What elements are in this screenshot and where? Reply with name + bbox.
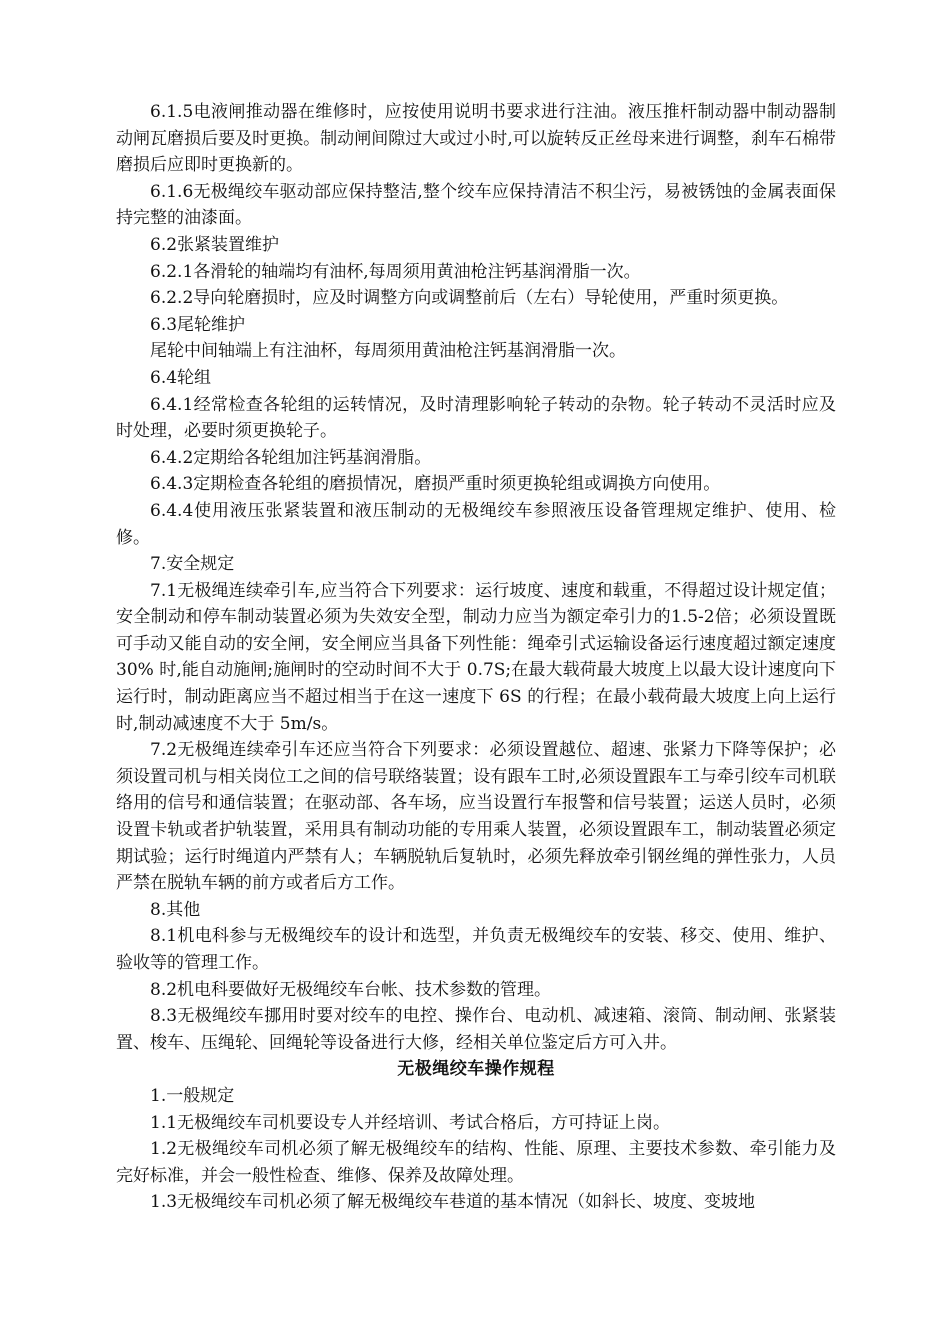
- heading-6-4: 6.4轮组: [150, 367, 212, 388]
- paragraph-8-2: 8.2机电科要做好无极绳绞车台帐、技术参数的管理。: [150, 979, 552, 1000]
- heading-6-3: 6.3尾轮维护: [150, 314, 246, 335]
- paragraph-8-1: 8.1机电科参与无极绳绞车的设计和选型，并负责无极绳绞车的安装、移交、使用、维护、验收等的管理工作。: [116, 926, 836, 973]
- paragraph-7-1: 7.1无极绳连续牵引车,应当符合下列要求：运行坡度、速度和载重，不得超过设计规定值；安全制动和停车制动装置必须为失效安全型，制动力应当为额定牵引力的1.5-2倍；必须设置既可手动又能自动的安全闸，安全闸应当具备下列性能：绳牵引式运输设备运行速度超过额定速度 30% 时,能自动施闸;施闸时的空动时间不大于 0.7S;在最大载荷最大坡度上以最大设计速度向下运行时，制动距离应当不超过相当于在这一速度下 6S 的行程；在最小载荷最大坡度上向上运行时,制动减速度不大于 5m/s。: [116, 580, 836, 734]
- paragraph-6-4-3: 6.4.3定期检查各轮组的磨损情况，磨损严重时须更换轮组或调换方向使用。: [150, 474, 721, 495]
- paragraph-6-3-body: 尾轮中间轴端上有注油杯，每周须用黄油枪注钙基润滑脂一次。: [150, 341, 626, 362]
- heading-8: 8.其他: [150, 899, 201, 920]
- paragraph-6-1-6: 6.1.6无极绳绞车驱动部应保持整洁,整个绞车应保持清洁不积尘污，易被锈蚀的金属表面保持完整的油漆面。: [116, 181, 836, 229]
- paragraph-1-2: 1.2无极绳绞车司机必须了解无极绳绞车的结构、性能、原理、主要技术参数、牵引能力及完好标准，并会一般性检查、维修、保养及故障处理。: [116, 1139, 836, 1186]
- paragraph-1-1: 1.1无极绳绞车司机要设专人并经培训、考试合格后，方可持证上岗。: [150, 1112, 671, 1133]
- paragraph-8-3: 8.3无极绳绞车挪用时要对绞车的电控、操作台、电动机、减速箱、滚筒、制动闸、张紧装置、梭车、压绳轮、回绳轮等设备进行大修，经相关单位鉴定后方可入井。: [116, 1006, 836, 1053]
- section-title: 无极绳绞车操作规程: [397, 1059, 555, 1080]
- paragraph-6-2-1: 6.2.1各滑轮的轴端均有油杯,每周须用黄油枪注钙基润滑脂一次。: [150, 261, 641, 282]
- paragraph-7-2: 7.2无极绳连续牵引车还应当符合下列要求：必须设置越位、超速、张紧力下降等保护；必须设置司机与相关岗位工之间的信号联络装置；设有跟车工时,必须设置跟车工与牵引绞车司机联络用的信号和通信装置；在驱动部、各车场，应当设置行车报警和信号装置；运送人员时，必须设置卡轨或者护轨装置，采用具有制动功能的专用乘人装置，必须设置跟车工，制动装置必须定期试验；运行时绳道内严禁有人；车辆脱轨后复轨时，必须先释放牵引钢丝绳的弹性张力，人员严禁在脱轨车辆的前方或者后方工作。: [116, 740, 836, 894]
- paragraph-6-4-4: 6.4.4使用液压张紧装置和液压制动的无极绳绞车参照液压设备管理规定维护、使用、检修。: [116, 500, 836, 548]
- heading-1: 1.一般规定: [150, 1085, 235, 1106]
- paragraph-6-4-1: 6.4.1经常检查各轮组的运转情况，及时清理影响轮子转动的杂物。轮子转动不灵活时应及时处理，必要时须更换轮子。: [116, 394, 836, 442]
- paragraph-6-2-2: 6.2.2导向轮磨损时，应及时调整方向或调整前后（左右）导轮使用，严重时须更换。: [150, 288, 789, 309]
- heading-7: 7.安全规定: [150, 554, 235, 575]
- paragraph-6-4-2: 6.4.2定期给各轮组加注钙基润滑脂。: [150, 447, 432, 468]
- paragraph-6-1-5: 6.1.5电液闸推动器在维修时，应按使用说明书要求进行注油。液压推杆制动器中制动器制动闸瓦磨损后要及时更换。制动闸间隙过大或过小时,可以旋转反正丝母来进行调整，刹车石棉带磨损后应即时更换新的。: [116, 102, 836, 176]
- paragraph-1-3: 1.3无极绳绞车司机必须了解无极绳绞车巷道的基本情况（如斜长、坡度、变坡地: [150, 1192, 756, 1213]
- heading-6-2: 6.2张紧装置维护: [150, 234, 280, 255]
- document-body: [116, 99, 836, 1216]
